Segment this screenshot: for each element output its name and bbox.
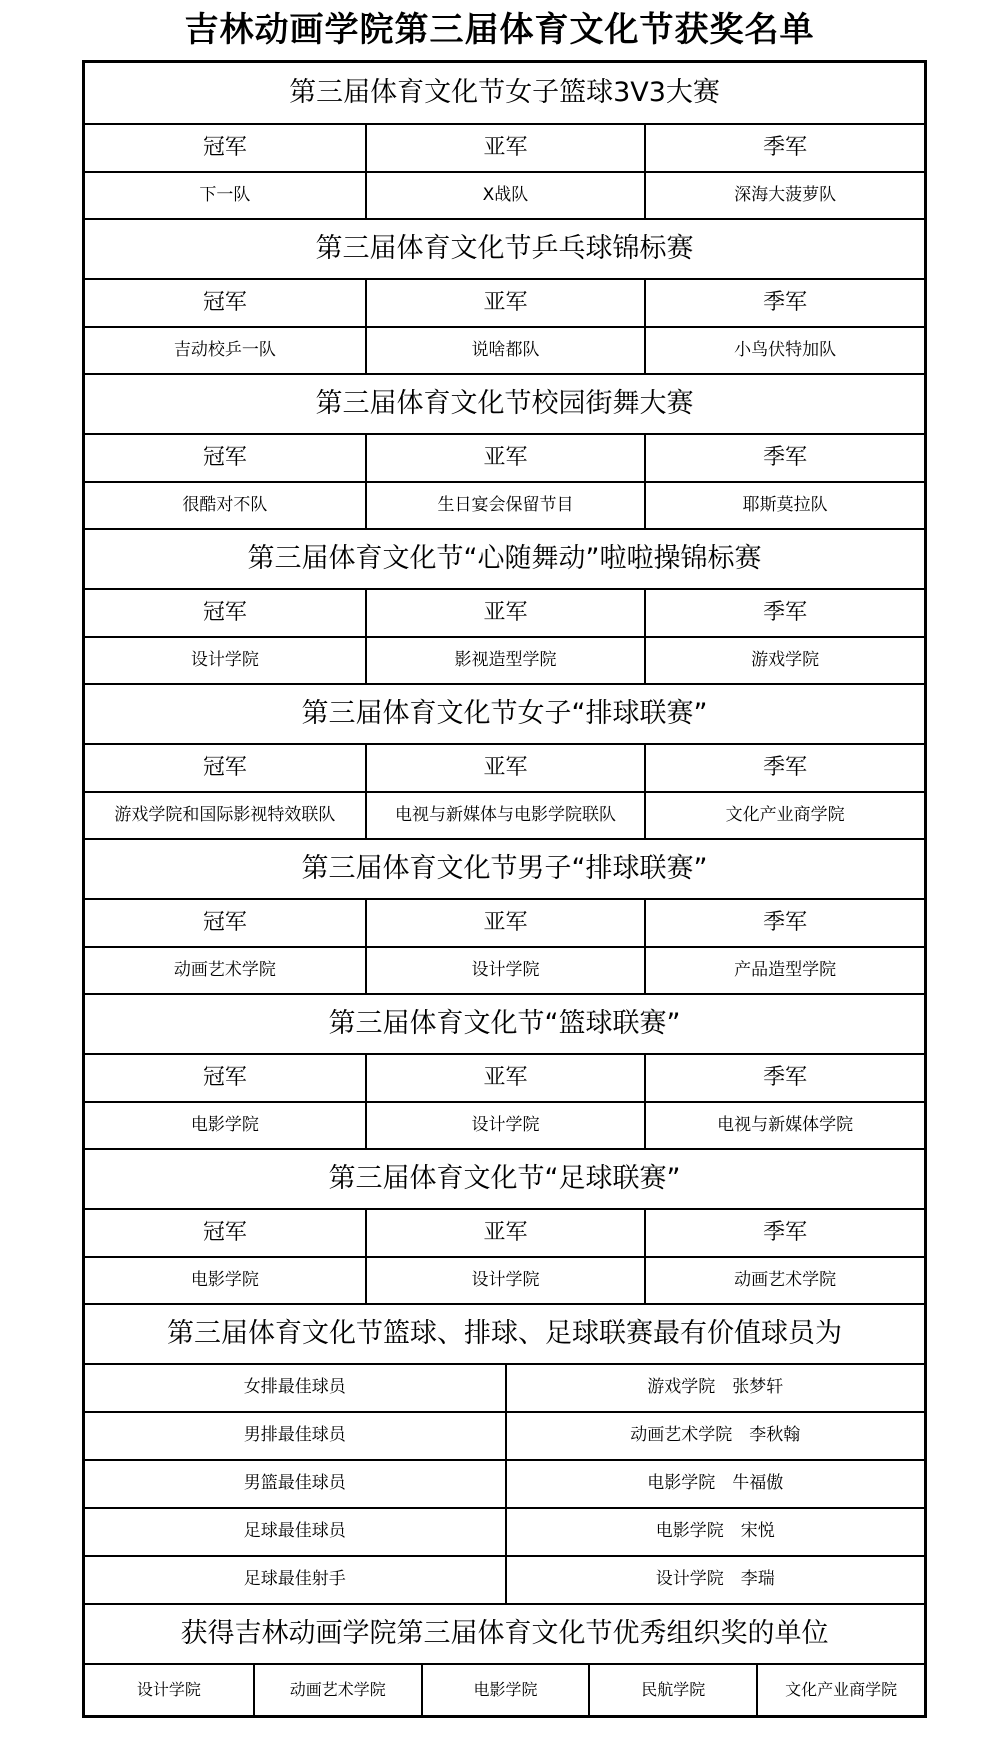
mvp-category: 男排最佳球员 [243, 1425, 346, 1446]
rank-header-champion: 冠军 [202, 910, 247, 936]
third-place-team: 产品造型学院 [644, 948, 924, 993]
runner-up-team: 生日宴会保留节目 [365, 483, 645, 528]
mvp-winner: 电影学院 宋悦 [505, 1509, 925, 1555]
runner-up-team: X战队 [365, 173, 645, 218]
winner-row [85, 481, 924, 528]
rank-header-third: 季军 [644, 280, 924, 326]
champion-team: 电影学院 [190, 1269, 259, 1290]
mvp-row [85, 1411, 924, 1459]
rank-header-champion: 冠军 [202, 1065, 247, 1091]
winner-row [85, 636, 924, 683]
event-header: 第三届体育文化节女子篮球3V3大赛 [289, 76, 720, 108]
rank-header-champion: 冠军 [202, 135, 247, 161]
event-section-row [85, 373, 924, 433]
event-section-row [85, 218, 924, 278]
event-header: 第三届体育文化节男子“排球联赛” [301, 852, 708, 884]
mvp-winner: 游戏学院 张梦轩 [505, 1365, 925, 1411]
champion-team: 动画艺术学院 [173, 959, 276, 980]
rank-header-third: 季军 [644, 1055, 924, 1101]
org-award-unit: 动画艺术学院 [253, 1665, 421, 1715]
rank-header-third: 季军 [644, 745, 924, 791]
rank-header-row [85, 123, 924, 171]
runner-up-team: 设计学院 [365, 948, 645, 993]
mvp-winner: 设计学院 李瑞 [505, 1557, 925, 1603]
rank-header-champion: 冠军 [202, 755, 247, 781]
rank-header-runner-up: 亚军 [365, 125, 645, 171]
rank-header-third: 季军 [644, 1210, 924, 1256]
org-award-unit: 文化产业商学院 [756, 1665, 924, 1715]
page-title: 吉林动画学院第三届体育文化节获奖名单 [184, 10, 815, 50]
event-section-row [85, 528, 924, 588]
rank-header-row [85, 588, 924, 636]
rank-header-runner-up: 亚军 [365, 280, 645, 326]
champion-team: 游戏学院和国际影视特效联队 [114, 804, 336, 825]
mvp-winner: 电影学院 牛福傲 [505, 1461, 925, 1507]
org-award-header: 获得吉林动画学院第三届体育文化节优秀组织奖的单位 [180, 1617, 829, 1649]
mvp-section-header: 第三届体育文化节篮球、排球、足球联赛最有价值球员为 [167, 1317, 842, 1349]
org-award-unit: 电影学院 [421, 1665, 589, 1715]
runner-up-team: 电视与新媒体与电影学院联队 [365, 793, 645, 838]
champion-team: 吉动校乒一队 [173, 339, 276, 360]
org-award-unit: 设计学院 [136, 1679, 201, 1699]
rank-header-runner-up: 亚军 [365, 435, 645, 481]
event-header: 第三届体育文化节女子“排球联赛” [301, 697, 708, 729]
rank-header-third: 季军 [644, 900, 924, 946]
award-table [82, 60, 927, 1718]
mvp-category: 足球最佳球员 [243, 1521, 346, 1542]
mvp-row [85, 1507, 924, 1555]
rank-header-champion: 冠军 [202, 445, 247, 471]
org-award-unit: 民航学院 [588, 1665, 756, 1715]
event-header: 第三届体育文化节“心随舞动”啦啦操锦标赛 [247, 542, 762, 574]
runner-up-team: 设计学院 [365, 1258, 645, 1303]
third-place-team: 小鸟伏特加队 [644, 328, 924, 373]
event-header: 第三届体育文化节校园街舞大赛 [315, 387, 694, 419]
rank-header-row [85, 1208, 924, 1256]
event-header: 第三届体育文化节乒乓球锦标赛 [315, 232, 694, 264]
mvp-row [85, 1363, 924, 1411]
rank-header-third: 季军 [644, 435, 924, 481]
mvp-winner: 动画艺术学院 李秋翰 [505, 1413, 925, 1459]
rank-header-row [85, 1053, 924, 1101]
rank-header-runner-up: 亚军 [365, 590, 645, 636]
rank-header-row [85, 278, 924, 326]
event-section-row [85, 63, 924, 123]
third-place-team: 耶斯莫拉队 [644, 483, 924, 528]
rank-header-runner-up: 亚军 [365, 745, 645, 791]
champion-team: 设计学院 [190, 649, 259, 670]
event-section-row [85, 838, 924, 898]
rank-header-runner-up: 亚军 [365, 1055, 645, 1101]
third-place-team: 电视与新媒体学院 [644, 1103, 924, 1148]
mvp-category: 男篮最佳球员 [243, 1473, 346, 1494]
runner-up-team: 影视造型学院 [365, 638, 645, 683]
mvp-category: 女排最佳球员 [243, 1377, 346, 1398]
rank-header-champion: 冠军 [202, 1220, 247, 1246]
third-place-team: 深海大菠萝队 [644, 173, 924, 218]
winner-row [85, 946, 924, 993]
event-section-row [85, 683, 924, 743]
winner-row [85, 326, 924, 373]
third-place-team: 动画艺术学院 [644, 1258, 924, 1303]
champion-team: 下一队 [199, 184, 251, 205]
rank-header-row [85, 743, 924, 791]
rank-header-champion: 冠军 [202, 600, 247, 626]
winner-row [85, 1256, 924, 1303]
event-section-row [85, 993, 924, 1053]
champion-team: 电影学院 [190, 1114, 259, 1135]
third-place-team: 文化产业商学院 [644, 793, 924, 838]
champion-team: 很酷对不队 [182, 494, 268, 515]
third-place-team: 游戏学院 [644, 638, 924, 683]
rank-header-row [85, 898, 924, 946]
mvp-row [85, 1459, 924, 1507]
rank-header-runner-up: 亚军 [365, 900, 645, 946]
event-header: 第三届体育文化节“篮球联赛” [328, 1007, 681, 1039]
rank-header-third: 季军 [644, 125, 924, 171]
rank-header-runner-up: 亚军 [365, 1210, 645, 1256]
event-section-row [85, 1148, 924, 1208]
mvp-section-header-row [85, 1303, 924, 1363]
mvp-row [85, 1555, 924, 1603]
winner-row [85, 171, 924, 218]
mvp-category: 足球最佳射手 [243, 1569, 346, 1590]
runner-up-team: 说啥都队 [365, 328, 645, 373]
org-award-header-row [85, 1603, 924, 1663]
runner-up-team: 设计学院 [365, 1103, 645, 1148]
winner-row [85, 1101, 924, 1148]
winner-row [85, 791, 924, 838]
rank-header-third: 季军 [644, 590, 924, 636]
rank-header-champion: 冠军 [202, 290, 247, 316]
rank-header-row [85, 433, 924, 481]
event-header: 第三届体育文化节“足球联赛” [328, 1162, 681, 1194]
org-award-units-row [85, 1663, 924, 1715]
